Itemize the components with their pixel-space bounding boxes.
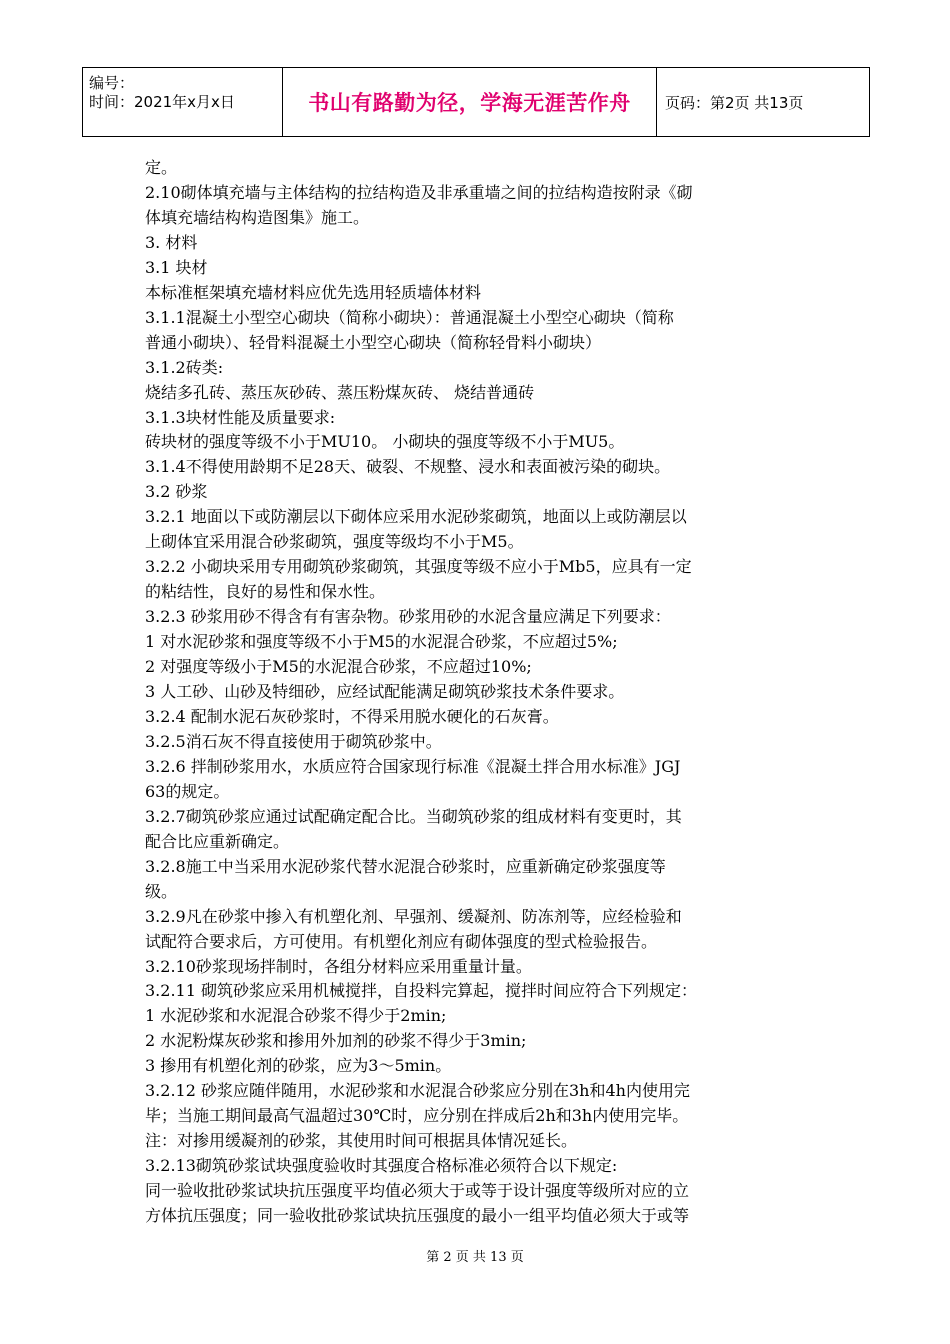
text-line: 3 掺用有机塑化剂的砂浆，应为3～5min。 <box>145 1056 452 1076</box>
text-line: 同一验收批砂浆试块抗压强度平均值必须大于或等于设计强度等级所对应的立 <box>145 1181 690 1201</box>
text-line: 级。 <box>145 881 178 901</box>
text-line: 3.1.3块材性能及质量要求: <box>145 407 336 427</box>
text-line: 的粘结性，良好的易性和保水性。 <box>145 582 386 602</box>
header-motto: 书山有路勤为径，学海无涯苦作舟 <box>308 91 631 115</box>
text-line: 3.2.8施工中当采用水泥砂浆代替水泥混合砂浆时，应重新确定砂浆强度等 <box>145 856 666 876</box>
text-line: 3 人工砂、山砂及特细砂，应经试配能满足砌筑砂浆技术条件要求。 <box>145 682 625 702</box>
header-page-info: 页码：第2页 共13页 <box>665 93 804 112</box>
time-label: 时间：2021年x月x日 <box>89 93 235 111</box>
text-line: 3.2.1 地面以下或防潮层以下砌体应采用水泥砂浆砌筑，地面以上或防潮层以 <box>145 507 687 527</box>
text-line: 3.2.7砌筑砂浆应通过试配确定配合比。当砌筑砂浆的组成材料有变更时，其 <box>145 806 682 826</box>
text-line: 毕；当施工期间最高气温超过30℃时，应分别在拌成后2h和3h内使用完毕。 <box>145 1106 689 1126</box>
text-line: 3.1.1混凝土小型空心砌块（简称小砌块）：普通混凝土小型空心砌块（简称 <box>145 307 674 327</box>
number-label: 编号： <box>89 74 135 92</box>
text-line: 3.2.12 砂浆应随伴随用，水泥砂浆和水泥混合砂浆应分别在3h和4h内使用完 <box>145 1081 690 1101</box>
text-line: 3.1 块材 <box>145 257 208 277</box>
header-meta <box>83 68 283 136</box>
text-line: 试配符合要求后，方可使用。有机塑化剂应有砌体强度的型式检验报告。 <box>145 931 658 951</box>
text-line: 配合比应重新确定。 <box>145 831 290 851</box>
text-line: 烧结多孔砖、蒸压灰砂砖、蒸压粉煤灰砖、 烧结普通砖 <box>145 382 535 402</box>
text-line: 3.2.5消石灰不得直接使用于砌筑砂浆中。 <box>145 731 442 751</box>
text-line: 3.1.4不得使用龄期不足28天、破裂、不规整、浸水和表面被污染的砌块。 <box>145 457 671 477</box>
text-line: 3.2.11 砌筑砂浆应采用机械搅拌，自投料完算起，搅拌时间应符合下列规定： <box>145 981 697 1001</box>
text-line: 砖块材的强度等级不小于MU10。 小砌块的强度等级不小于MU5。 <box>145 432 625 452</box>
text-line: 体填充墙结构构造图集》施工。 <box>145 207 370 227</box>
text-line: 2 水泥粉煤灰砂浆和掺用外加剂的砂浆不得少于3min; <box>145 1031 527 1051</box>
page-footer: 第 2 页 共 13 页 <box>426 1250 524 1265</box>
text-line: 2.10砌体填充墙与主体结构的拉结构造及非承重墙之间的拉结构造按附录《砌 <box>145 182 693 202</box>
page-header <box>82 67 870 137</box>
text-line: 1 对水泥砂浆和强度等级不小于M5的水泥混合砂浆，不应超过5%; <box>145 632 618 652</box>
text-line: 3.1.2砖类: <box>145 357 224 377</box>
text-line: 3.2.4 配制水泥石灰砂浆时，不得采用脱水硬化的石灰膏。 <box>145 706 559 726</box>
text-line: 定。 <box>145 158 178 177</box>
text-line: 1 水泥砂浆和水泥混合砂浆不得少于2min; <box>145 1006 447 1026</box>
text-line: 普通小砌块）、轻骨料混凝土小型空心砌块（简称轻骨料小砌块） <box>145 332 602 352</box>
text-line: 3.2.13砌筑砂浆试块强度验收时其强度合格标准必须符合以下规定: <box>145 1156 618 1176</box>
text-line: 3.2.3 砂浆用砂不得含有有害杂物。砂浆用砂的水泥含量应满足下列要求： <box>145 607 671 627</box>
document-body <box>145 156 815 1229</box>
text-line: 3. 材料 <box>145 232 198 252</box>
text-line: 方体抗压强度；同一验收批砂浆试块抗压强度的最小一组平均值必须大于或等 <box>145 1206 690 1226</box>
header-page-cell <box>657 68 869 136</box>
text-line: 3.2 砂浆 <box>145 482 208 502</box>
header-motto-cell <box>283 68 657 136</box>
text-line: 3.2.9凡在砂浆中掺入有机塑化剂、早强剂、缓凝剂、防冻剂等，应经检验和 <box>145 906 682 926</box>
text-line: 上砌体宜采用混合砂浆砌筑，强度等级均不小于M5。 <box>145 532 524 552</box>
text-line: 63的规定。 <box>145 781 230 801</box>
text-line: 本标准框架填充墙材料应优先选用轻质墙体材料 <box>145 282 482 302</box>
text-line: 3.2.2 小砌块采用专用砌筑砂浆砌筑，其强度等级不应小于Mb5，应具有一定 <box>145 557 692 577</box>
text-line: 注：对掺用缓凝剂的砂浆，其使用时间可根据具体情况延长。 <box>145 1131 578 1151</box>
text-line: 3.2.6 拌制砂浆用水，水质应符合国家现行标准《混凝土拌合用水标准》JGJ <box>145 756 681 776</box>
text-line: 3.2.10砂浆现场拌制时，各组分材料应采用重量计量。 <box>145 956 532 976</box>
text-line: 2 对强度等级小于M5的水泥混合砂浆，不应超过10%; <box>145 657 532 677</box>
